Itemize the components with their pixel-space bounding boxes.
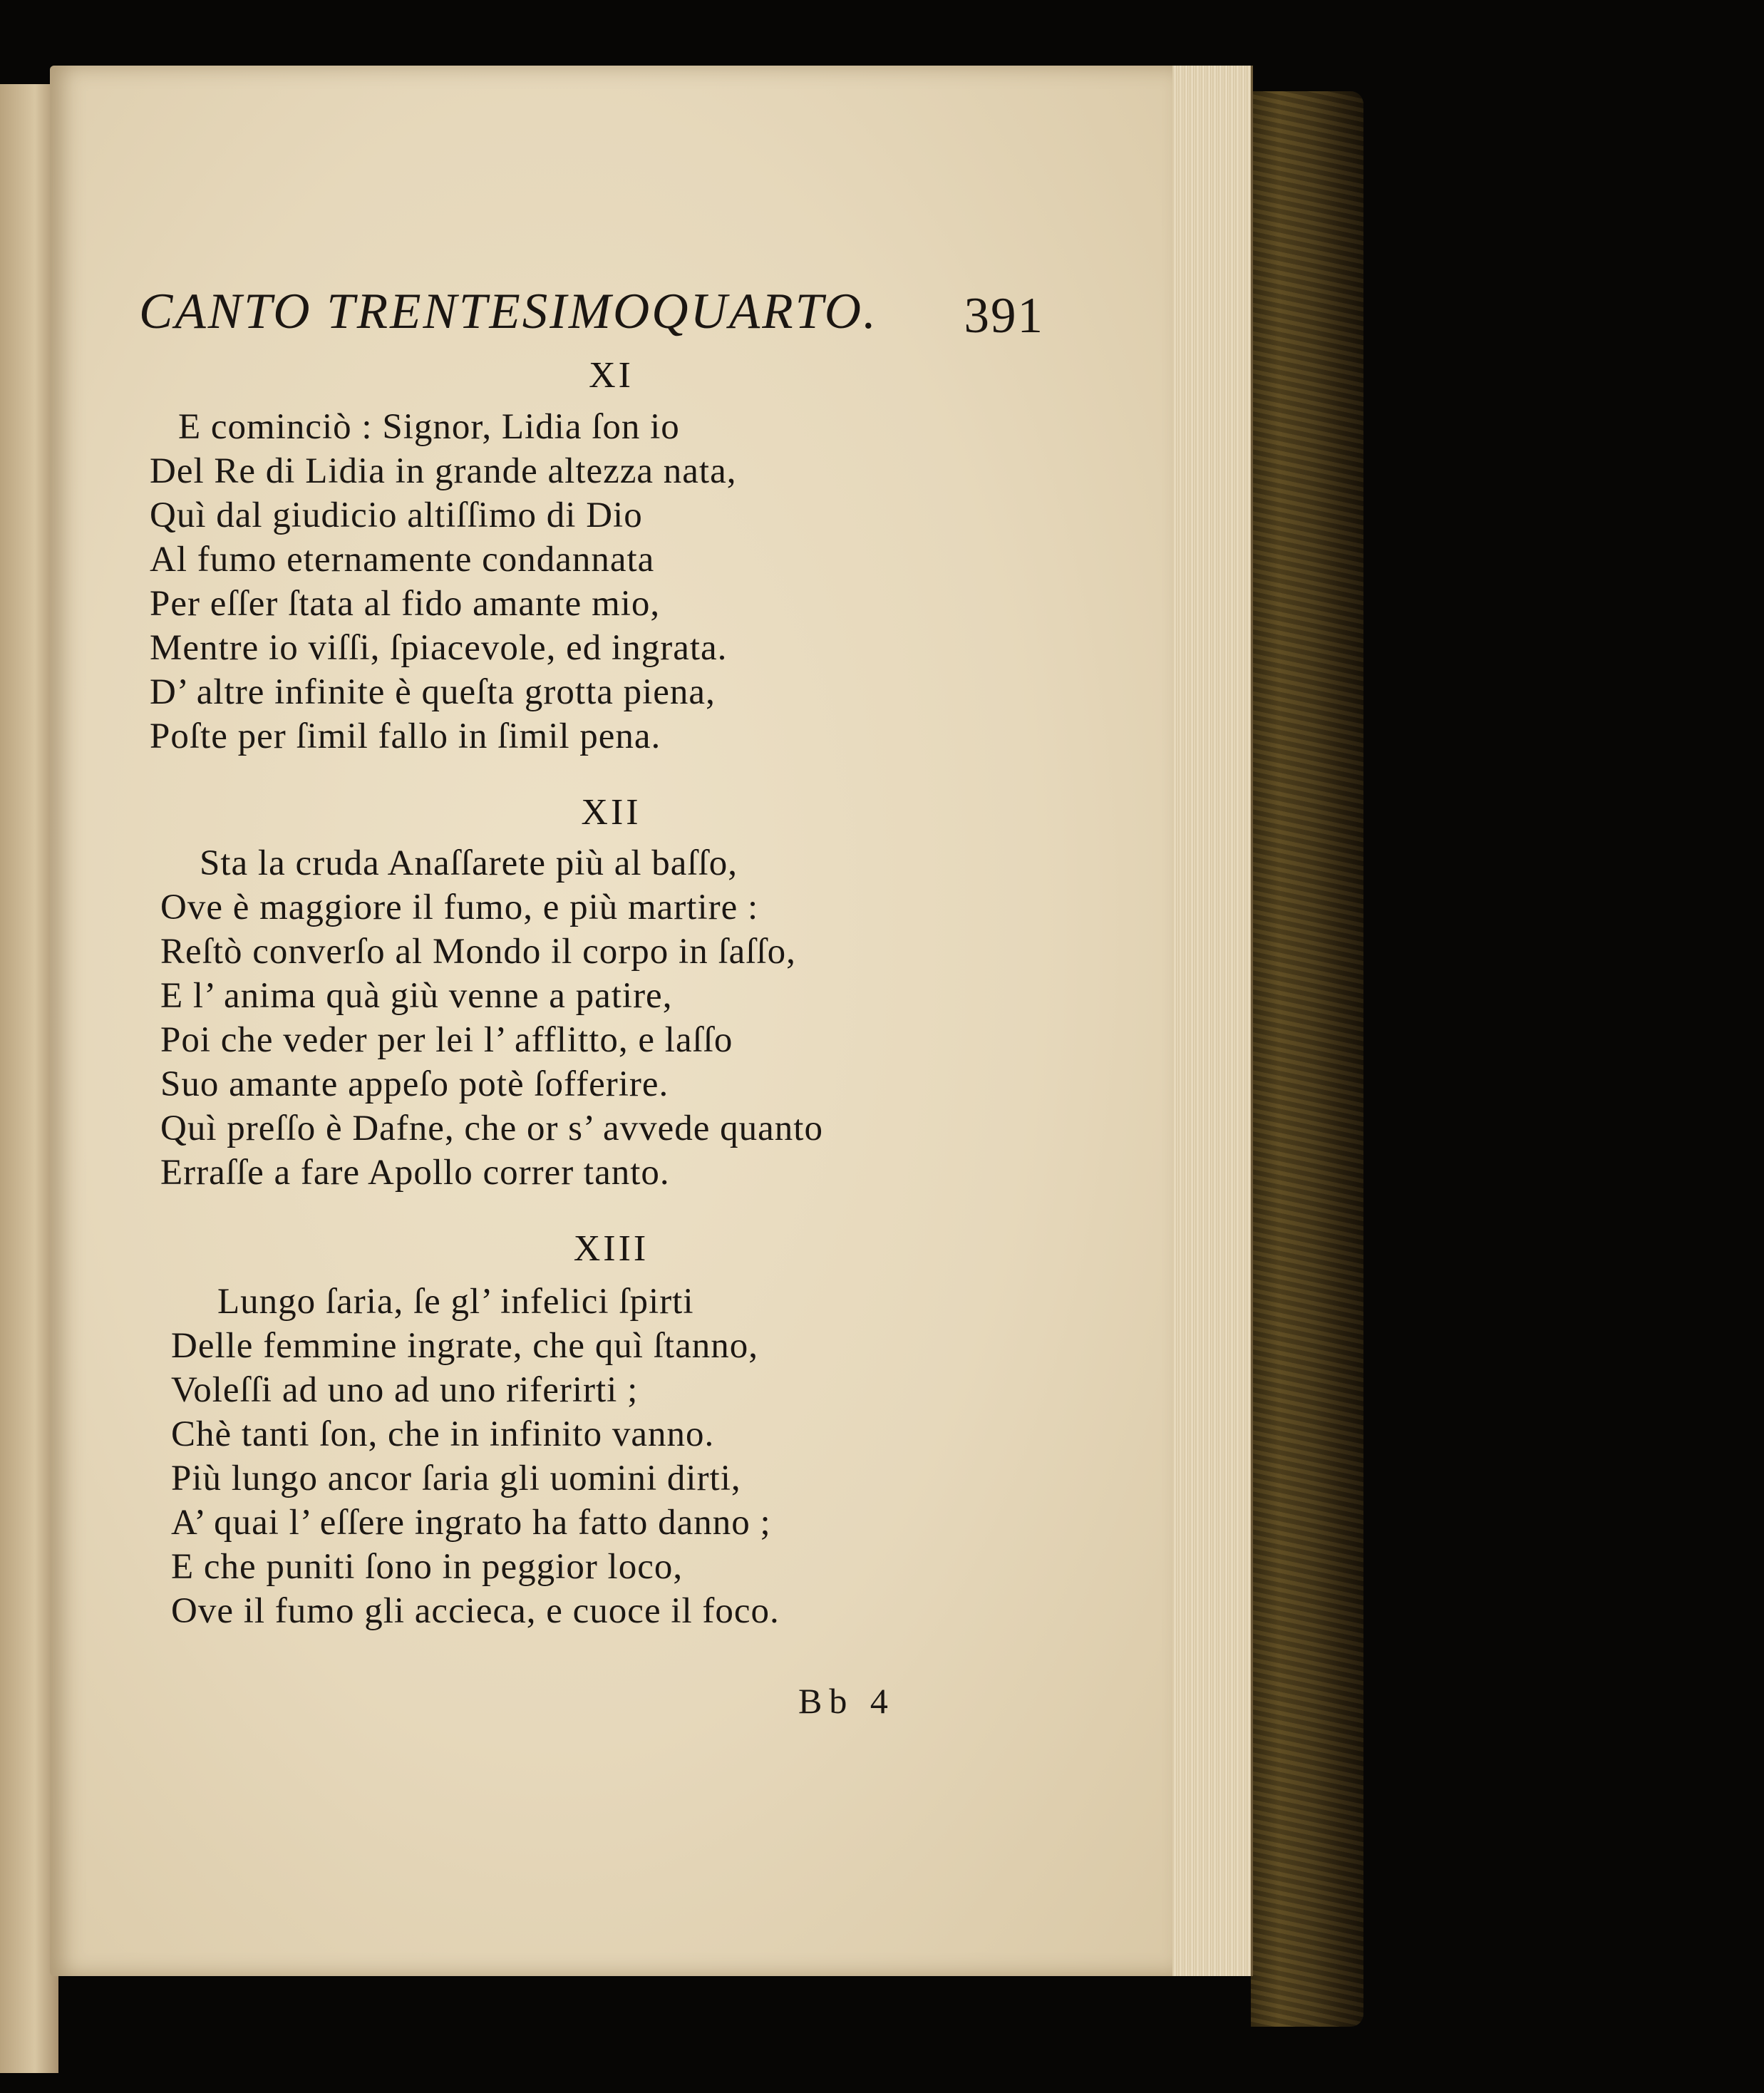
verse-line: Mentre io viſſi, ſpiacevole, ed ingrata.: [150, 628, 728, 668]
verse-line: Più lungo ancor ſaria gli uomini dirti,: [171, 1459, 741, 1498]
verse-line: Del Re di Lidia in grande altezza nata,: [150, 451, 737, 491]
verse-line: Suo amante appeſo potè ſofferire.: [160, 1064, 669, 1104]
verse-line: Quì dal giudicio altiſſimo di Dio: [150, 495, 643, 535]
signature-mark: Bb 4: [798, 1681, 895, 1721]
verse-line: Ove il fumo gli accieca, e cuoce il foco.: [171, 1591, 780, 1631]
verse-line: E che puniti ſono in peggior loco,: [171, 1547, 684, 1587]
verse-line: Reſtò converſo al Mondo il corpo in ſaſſo,: [160, 932, 796, 972]
verse-line: A’ quai l’ eſſere ingrato ha fatto danno ;: [171, 1503, 771, 1543]
verse-line: E l’ anima quà giù venne a patire,: [160, 976, 673, 1016]
verse-line: Lungo ſaria, ſe gl’ infelici ſpirti: [217, 1282, 694, 1322]
verse-line: Al fumo eternamente condannata: [150, 540, 655, 580]
verse-line: Poi che veder per lei l’ afflitto, e laſſo: [160, 1020, 733, 1060]
book-binding: [1251, 91, 1363, 2027]
stanza-numeral: XII: [581, 792, 641, 833]
stanza-numeral: XIII: [573, 1228, 649, 1269]
verse-line: Ove è maggiore il fumo, e più martire :: [160, 888, 759, 927]
verse-line: Voleſſi ad uno ad uno riferirti ;: [171, 1370, 639, 1410]
stanza-numeral: XI: [589, 355, 634, 396]
verse-line: D’ altre infinite è queſta grotta piena,: [150, 672, 716, 712]
verse-line: Chè tanti ſon, che in infinito vanno.: [171, 1414, 715, 1454]
verse-line: Erraſſe a fare Apollo correr tanto.: [160, 1153, 670, 1193]
page-number: 391: [964, 288, 1044, 344]
verse-line: E cominciò : Signor, Lidia ſon io: [178, 407, 680, 447]
running-title: CANTO TRENTESIMOQUARTO.: [139, 284, 878, 339]
verse-line: Per eſſer ſtata al fido amante mio,: [150, 584, 661, 624]
verse-line: Quì preſſo è Dafne, che or s’ avvede quanto: [160, 1109, 823, 1148]
verse-line: Delle femmine ingrate, che quì ſtanno,: [171, 1326, 758, 1366]
verse-line: Poſte per ſimil fallo in ſimil pena.: [150, 716, 661, 756]
verse-line: Sta la cruda Anaſſarete più al baſſo,: [200, 843, 738, 883]
book-page: [50, 66, 1172, 1976]
page-header: [139, 283, 1044, 347]
